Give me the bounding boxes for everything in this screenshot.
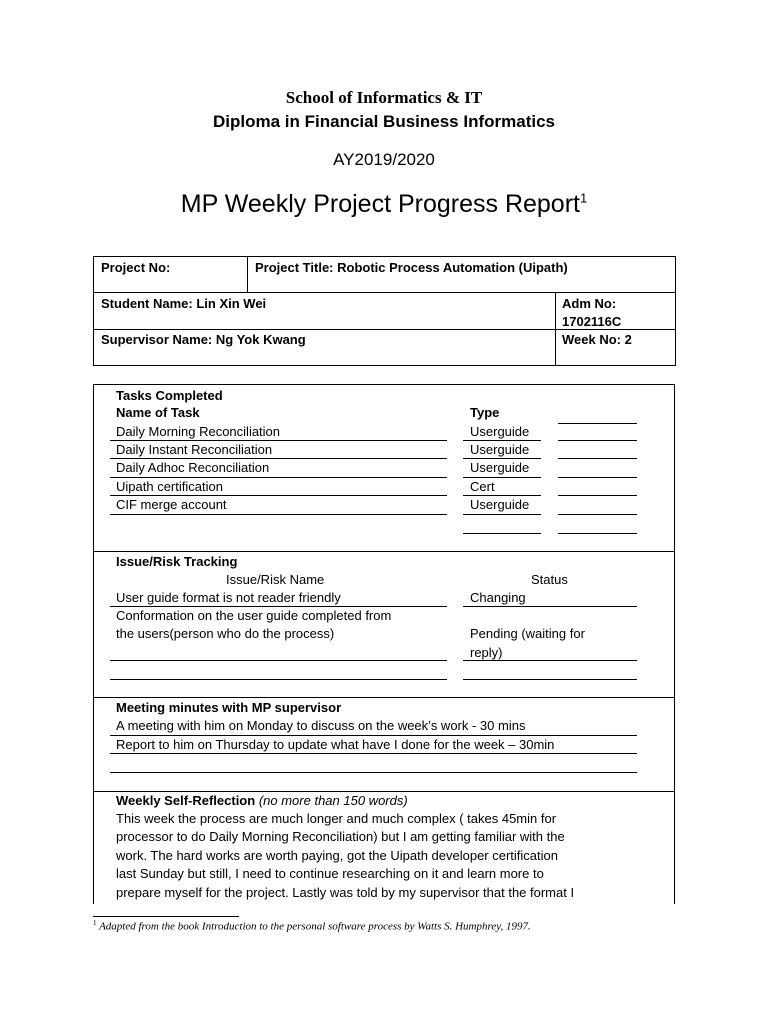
row-line xyxy=(110,514,447,515)
table-rule xyxy=(247,256,248,292)
task-name: Daily Morning Reconciliation xyxy=(116,424,281,439)
issue-status: Pending (waiting for xyxy=(470,626,585,641)
issues-col-name: Issue/Risk Name xyxy=(226,572,325,587)
row-line xyxy=(558,477,637,478)
table-rule xyxy=(93,292,676,293)
row-line xyxy=(463,514,541,515)
reflection-line: processor to do Daily Morning Reconciliation) but I am getting familiar with the xyxy=(116,829,565,844)
project-no-label: Project No: xyxy=(101,260,171,275)
footnote xyxy=(93,919,531,933)
meeting-heading: Meeting minutes with MP supervisor xyxy=(116,700,342,715)
page-title xyxy=(0,190,768,219)
issue-name: Conformation on the user guide completed from xyxy=(116,608,392,623)
title-text: MP Weekly Project Progress Report xyxy=(180,190,580,218)
tasks-col-type: Type xyxy=(470,405,500,420)
table-rule xyxy=(555,292,556,366)
blank-line xyxy=(558,533,637,534)
row-line xyxy=(110,753,637,754)
row-line xyxy=(110,660,447,661)
reflection-line: last Sunday but still, I need to continue researching on it and learn more to xyxy=(116,866,544,881)
reflection-line: This week the process are much longer and much complex ( takes 45min for xyxy=(116,811,557,826)
title-footnote-mark: 1 xyxy=(579,190,588,206)
section-divider xyxy=(93,551,675,552)
task-name: Daily Adhoc Reconciliation xyxy=(116,460,270,475)
issue-status-cont: reply) xyxy=(470,645,503,660)
reflection-line: work. The hard works are worth paying, got the Uipath developer certification xyxy=(116,848,558,863)
row-line xyxy=(463,606,637,607)
footnote-separator xyxy=(93,916,239,917)
reflection-line: prepare myself for the project. Lastly was told by my supervisor that the format I xyxy=(116,885,575,900)
section-divider xyxy=(93,697,675,698)
task-name: Uipath certification xyxy=(116,479,223,494)
task-type: Userguide xyxy=(470,442,530,457)
blank-line xyxy=(558,423,637,424)
row-line xyxy=(558,440,637,441)
diploma-name: Diploma in Financial Business Informatics xyxy=(213,112,555,131)
meeting-line: A meeting with him on Monday to discuss on the week’s work - 30 mins xyxy=(116,718,526,733)
reflection-heading-row xyxy=(116,792,408,810)
academic-year: AY2019/2020 xyxy=(333,150,435,169)
tasks-heading: Tasks Completed xyxy=(116,388,223,403)
adm-no-label: Adm No: xyxy=(562,296,617,311)
task-type: Userguide xyxy=(470,460,530,475)
blank-line xyxy=(110,679,447,680)
student-name: Student Name: Lin Xin Wei xyxy=(101,296,267,311)
tasks-col-name: Name of Task xyxy=(116,405,200,420)
school-name: School of Informatics & IT xyxy=(285,88,483,107)
task-name: Daily Instant Reconciliation xyxy=(116,442,273,457)
supervisor-name: Supervisor Name: Ng Yok Kwang xyxy=(101,332,306,347)
blank-line xyxy=(463,533,541,534)
blank-line xyxy=(463,679,637,680)
footnote-mark: 1 xyxy=(93,919,97,927)
row-line xyxy=(558,495,637,496)
meeting-line: Report to him on Thursday to update what have I done for the week – 30min xyxy=(116,737,555,752)
issues-col-status: Status xyxy=(531,572,568,587)
adm-no-value: 1702116C xyxy=(562,314,622,329)
reflection-heading: Weekly Self-Reflection xyxy=(116,793,256,808)
task-type: Userguide xyxy=(470,497,530,512)
task-name: CIF merge account xyxy=(116,497,227,512)
issue-status: Changing xyxy=(470,590,526,605)
blank-line xyxy=(110,772,637,773)
task-type: Cert xyxy=(470,479,495,494)
reflection-note: (no more than 150 words) xyxy=(258,793,408,808)
issues-heading: Issue/Risk Tracking xyxy=(116,554,238,569)
row-line xyxy=(463,660,637,661)
issue-name: User guide format is not reader friendly xyxy=(116,590,341,605)
task-type: Userguide xyxy=(470,424,530,439)
row-line xyxy=(558,514,637,515)
project-title: Project Title: Robotic Process Automation (Uipath) xyxy=(255,260,568,275)
footnote-text: Adapted from the book Introduction to the personal software process by Watts S. Humphrey, 1997. xyxy=(99,920,531,933)
week-no: Week No: 2 xyxy=(562,332,632,347)
row-line xyxy=(558,458,637,459)
issue-name-cont: the users(person who do the process) xyxy=(116,626,335,641)
